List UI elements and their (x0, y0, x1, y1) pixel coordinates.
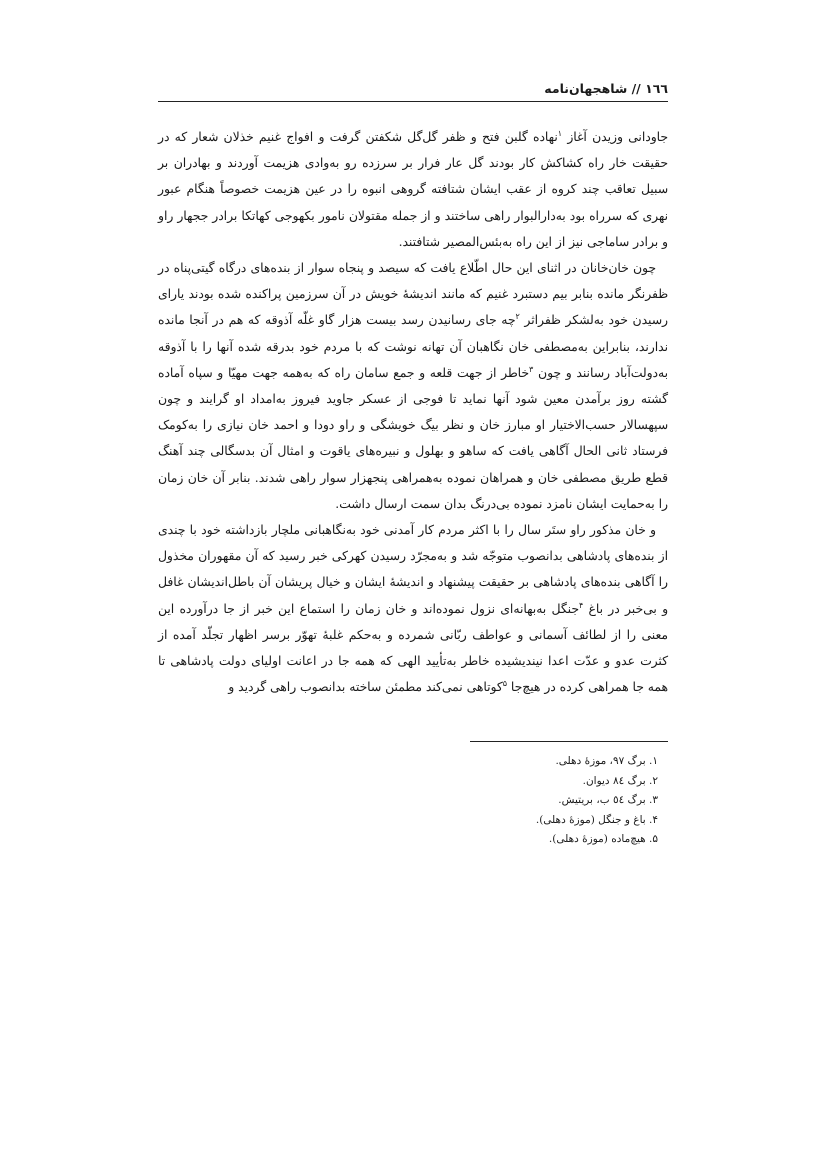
text-run: چه جای رسانیدن رسد بیست هزار گاو غلّه آذوقه که هم در آنجا مانده ندارند، بنابراین به‌مصطفی خان نگاهبان آن تهانه نوشت که با مردم خود بدرقه شده آنها را با آذوقه به‌دولت‌آباد رسانند و چون (158, 313, 668, 380)
footnote-marker: ۱ (557, 129, 563, 138)
paragraph (158, 255, 668, 517)
text-run: خاطر از جهت قلعه و جمع سامان راه که به‌همه جهت مهیّا و سپاه آماده گشته روز برآمدن معین شود آنها نماید تا فوجی از عسکر جاوید فیروز به‌امداد او گرایند و چون سپهسالار حسب‌الاختیار او مبارز خان و نظر بیگ خویشگی و راو دودا و احمد خان نیازی را به‌کومک فرستاد ثانی الحال آگاهی یافت که ساهو و بهلول و نبیره‌های یاقوت و امثال آن بدسگالی چند آهنگ قطع طریق مصطفی خان و همراهان نموده به‌همراهی پنجهزار سوار راهی شدند. بنابر آن خان زمان را به‌حمایت ایشان نامزد نموده بی‌درنگ بدان سمت ارسال داشت. (158, 365, 668, 511)
footnotes (158, 752, 658, 850)
text-run: و خان مذکور راو ستَر سال را با اکثر مردم کار آمدنی خود به‌نگاهبانی ملچار بازداشته خود با چندی از بنده‌های پادشاهی بدانصوب متوجّه شد و به‌مجرّد رسیدن کهرکی خبر رسید که آن مقهوران مخذول را آگاهی بنده‌های پادشاهی بر حقیقت پیشنهاد و اندیشهٔ ایشان و خیال پریشان آن باطل‌اندیشان غافل و بی‌خبر در باغ (158, 523, 669, 616)
footnote-marker: ۵ (502, 679, 508, 689)
footnote-marker: ۲ (515, 312, 520, 322)
text-run: چون خان‌خانان در اثنای این حال اطّلاع یافت که سیصد و پنجاه سوار از بنده‌های درگاه گیتی‌پناه در ظفرنگر مانده بنابر بیم دستبرد غنیم که مانند اندیشهٔ خویش در آن سرزمین پراکنده شده بودند یارای رسیدن خود به‌لشکر ظفراثر (158, 261, 668, 328)
running-head: ١٦٦ // شاهجهان‌نامه (544, 81, 668, 96)
footnote: ۱. برگ ۹۷، موزهٔ دهلی. (555, 755, 658, 767)
footnote-marker: ۳ (529, 364, 534, 374)
footnote-marker: ۴ (578, 600, 584, 610)
header-rule (158, 101, 668, 102)
footnote: ۵. هیچ‌ماده (موزهٔ دهلی). (548, 833, 658, 846)
text-run: جنگل به‌بهانه‌ای نزول نموده‌اند و خان زمان را استماع این خبر از جا درآورده این معنی را از لطائف آسمانی و عواطف ربّانی شمرده و به‌حکم غلبهٔ تهوّر برسر اظهار تجلّد آمده از کثرت عدو و عدّت اعدا نیندیشیده خاطر به‌تأیید الهی که همه جا در اعانت اولیای دولت پادشاهی تا همه جا همراهی کرده در هیچ‌جا (158, 601, 668, 695)
footnote: ۳. برگ ٥٤ ب، بریتیش. (558, 794, 658, 807)
text-run: کوتاهی نمی‌کند مطمئن ساخته بدانصوب راهی گردید و (228, 680, 503, 695)
text-run: نهاده گلبن فتح و ظفر گل‌گل شکفتن گرفت و افواج غنیم خذلان شعار که در حقیقت خار راه کشاکش کار بودند گل عار فرار بر سرزده رو به‌وادی هزیمت آوردند و بهادران بر سبیل تعاقب چند کروه از عقب ایشان شتافته گروهی انبوه را در عین هزیمت خصوصاً هنگام عبور نهری که سرراه بود به‌دارالبوار راهی ساختند و از جمله مقتولان نامور بکهوجی کهاتکا برادر ججهار راو و برادر ساماجی نیز از این راه به‌بئس‌المصیر شتافتند. (158, 130, 668, 249)
footnote-separator (470, 741, 668, 742)
body-text (158, 124, 668, 700)
text-run: جاودانی وزیدن آغاز (562, 130, 668, 144)
footnote: ۲. برگ ۸٤ دیوان. (582, 774, 658, 787)
paragraph (158, 124, 668, 255)
footnote: ۴. باغ و جنگل (موزهٔ دهلی). (535, 813, 658, 826)
paragraph (158, 517, 668, 700)
